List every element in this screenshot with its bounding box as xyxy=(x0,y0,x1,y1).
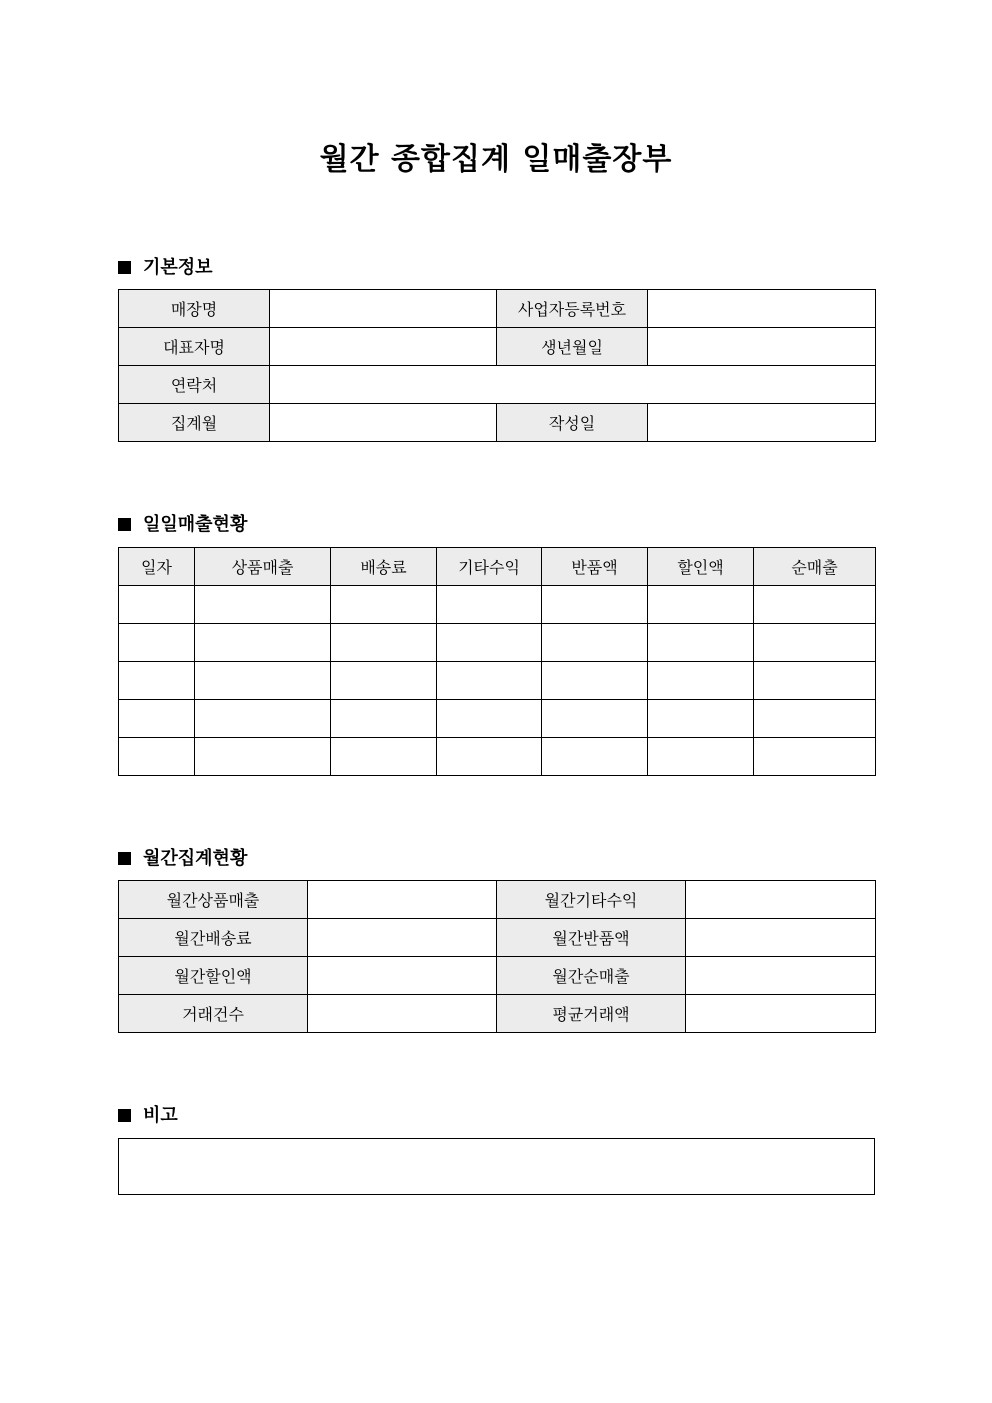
table-row xyxy=(119,404,876,442)
section-memo-heading xyxy=(118,1101,178,1127)
table-cell[interactable] xyxy=(195,624,331,662)
section-monthly-heading xyxy=(118,844,247,870)
monthly-shipping-field[interactable] xyxy=(308,919,497,957)
table-cell[interactable] xyxy=(437,624,542,662)
section-monthly-label: 월간집계현황 xyxy=(143,848,248,869)
birth-date-field[interactable] xyxy=(648,328,876,366)
created-label: 작성일 xyxy=(497,404,648,442)
representative-label: 대표자명 xyxy=(119,328,270,366)
table-cell[interactable] xyxy=(195,700,331,738)
table-cell[interactable] xyxy=(754,700,876,738)
table-cell[interactable] xyxy=(542,738,648,776)
table-row xyxy=(119,290,876,328)
monthly-other-income-label: 월간기타수익 xyxy=(497,881,686,919)
table-row xyxy=(119,738,876,776)
month-label: 집계월 xyxy=(119,404,270,442)
table-cell[interactable] xyxy=(542,586,648,624)
transactions-field[interactable] xyxy=(308,995,497,1033)
monthly-discount-field[interactable] xyxy=(308,957,497,995)
table-row xyxy=(119,662,876,700)
table-cell[interactable] xyxy=(195,586,331,624)
table-cell[interactable] xyxy=(331,738,437,776)
table-cell[interactable] xyxy=(542,662,648,700)
table-cell[interactable] xyxy=(119,738,195,776)
table-cell[interactable] xyxy=(331,700,437,738)
transactions-label: 거래건수 xyxy=(119,995,308,1033)
table-cell[interactable] xyxy=(119,624,195,662)
table-cell[interactable] xyxy=(648,586,754,624)
monthly-returns-field[interactable] xyxy=(686,919,876,957)
basic-info-table xyxy=(118,289,876,442)
monthly-summary-table xyxy=(118,880,876,1033)
daily-sales-table xyxy=(118,547,876,776)
table-row xyxy=(119,919,876,957)
monthly-discount-label: 월간할인액 xyxy=(119,957,308,995)
table-header-row xyxy=(119,548,876,586)
col-header-shipping: 배송료 xyxy=(331,548,437,586)
section-daily-heading xyxy=(118,510,247,536)
section-basic-heading xyxy=(118,253,213,279)
section-basic-label: 기본정보 xyxy=(143,257,213,278)
representative-field[interactable] xyxy=(270,328,497,366)
table-cell[interactable] xyxy=(542,700,648,738)
table-cell[interactable] xyxy=(437,738,542,776)
table-cell[interactable] xyxy=(754,624,876,662)
month-field[interactable] xyxy=(270,404,497,442)
col-header-date: 일자 xyxy=(119,548,195,586)
table-cell[interactable] xyxy=(195,662,331,700)
monthly-product-sales-label: 월간상품매출 xyxy=(119,881,308,919)
table-cell[interactable] xyxy=(754,738,876,776)
table-cell[interactable] xyxy=(119,586,195,624)
col-header-other-income: 기타수익 xyxy=(437,548,542,586)
table-cell[interactable] xyxy=(648,700,754,738)
table-cell[interactable] xyxy=(331,624,437,662)
table-cell[interactable] xyxy=(437,662,542,700)
page-title: 월간 종합집계 일매출장부 xyxy=(319,142,673,177)
square-bullet-icon xyxy=(118,1109,131,1122)
avg-transaction-label: 평균거래액 xyxy=(497,995,686,1033)
col-header-discount: 할인액 xyxy=(648,548,754,586)
table-cell[interactable] xyxy=(437,586,542,624)
table-cell[interactable] xyxy=(542,624,648,662)
business-no-label: 사업자등록번호 xyxy=(497,290,648,328)
table-cell[interactable] xyxy=(754,586,876,624)
col-header-returns: 반품액 xyxy=(542,548,648,586)
table-row xyxy=(119,881,876,919)
section-memo-label: 비고 xyxy=(143,1105,178,1126)
business-no-field[interactable] xyxy=(648,290,876,328)
table-cell[interactable] xyxy=(437,700,542,738)
table-row xyxy=(119,700,876,738)
table-row xyxy=(119,957,876,995)
contact-label: 연락처 xyxy=(119,366,270,404)
square-bullet-icon xyxy=(118,261,131,274)
monthly-net-sales-field[interactable] xyxy=(686,957,876,995)
table-row xyxy=(119,995,876,1033)
monthly-net-sales-label: 월간순매출 xyxy=(497,957,686,995)
table-cell[interactable] xyxy=(648,624,754,662)
created-field[interactable] xyxy=(648,404,876,442)
memo-field[interactable] xyxy=(118,1138,875,1195)
table-row xyxy=(119,366,876,404)
table-row xyxy=(119,624,876,662)
section-daily-label: 일일매출현황 xyxy=(143,514,248,535)
square-bullet-icon xyxy=(118,518,131,531)
square-bullet-icon xyxy=(118,852,131,865)
store-name-field[interactable] xyxy=(270,290,497,328)
monthly-other-income-field[interactable] xyxy=(686,881,876,919)
monthly-product-sales-field[interactable] xyxy=(308,881,497,919)
birth-date-label: 생년월일 xyxy=(497,328,648,366)
store-name-label: 매장명 xyxy=(119,290,270,328)
avg-transaction-field[interactable] xyxy=(686,995,876,1033)
table-cell[interactable] xyxy=(119,662,195,700)
table-cell[interactable] xyxy=(648,738,754,776)
table-cell[interactable] xyxy=(119,700,195,738)
table-cell[interactable] xyxy=(648,662,754,700)
col-header-product-sales: 상품매출 xyxy=(195,548,331,586)
monthly-shipping-label: 월간배송료 xyxy=(119,919,308,957)
monthly-returns-label: 월간반품액 xyxy=(497,919,686,957)
table-row xyxy=(119,328,876,366)
col-header-net-sales: 순매출 xyxy=(754,548,876,586)
table-cell[interactable] xyxy=(331,662,437,700)
table-cell[interactable] xyxy=(754,662,876,700)
table-cell[interactable] xyxy=(331,586,437,624)
table-cell[interactable] xyxy=(195,738,331,776)
table-row xyxy=(119,586,876,624)
contact-field[interactable] xyxy=(270,366,876,404)
